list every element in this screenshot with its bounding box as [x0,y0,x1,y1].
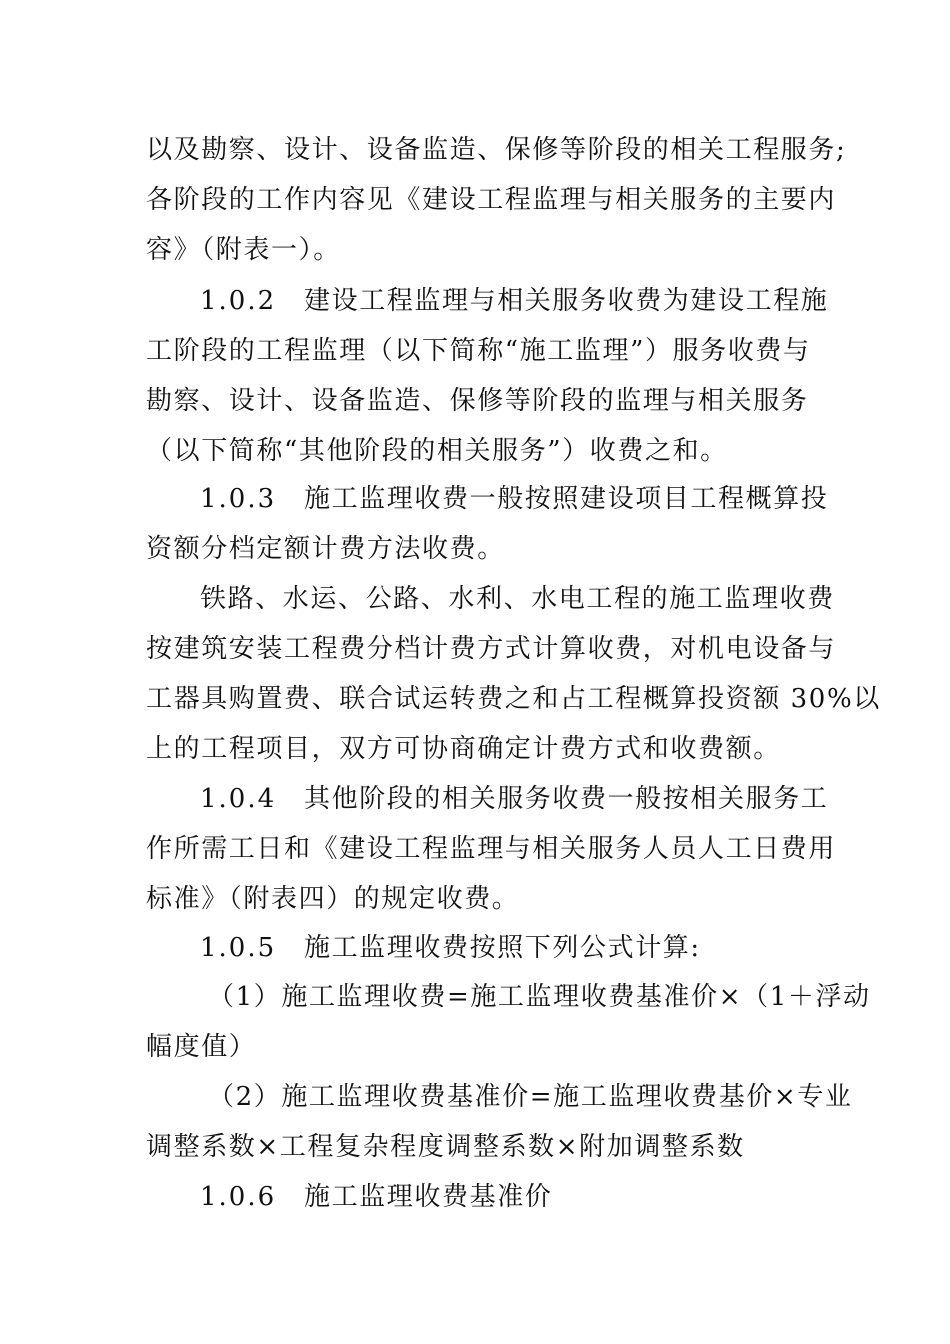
section-1-0-6-heading [200,1172,860,1222]
paragraph-text: 建设工程监理与相关服务收费为建设工程施 [304,286,829,316]
section-number: 1.0.2 [200,286,277,316]
paragraph-text: 其他阶段的相关服务收费一般按相关服务工 [304,784,829,814]
paragraph-line: 按建筑安装工程费分档计费方式计算收费，对机电设备与 [146,634,837,664]
section-1-0-3-first-line [200,474,860,524]
paragraph-line: 容》（附表一）。 [146,235,341,265]
section-1-0-4-first-line [200,774,860,824]
paragraph-line: 调整系数×工程复杂程度调整系数×附加调整系数 [146,1132,745,1162]
paragraph-line: 以及勘察、设计、设备监造、保修等阶段的相关工程服务; [146,135,847,165]
section-number: 1.0.5 [200,933,277,963]
section-1-0-5-first-line [200,923,860,973]
paragraph-line: 各阶段的工作内容见《建设工程监理与相关服务的主要内 [146,185,837,215]
paragraph-first-line: 铁路、水运、公路、水利、水电工程的施工监理收费 [200,584,835,614]
paragraph-line: 工器具购置费、联合试运转费之和占工程概算投资额 30%以 [146,684,881,714]
section-1-0-2-first-line [200,276,860,326]
paragraph-line: 资额分档定额计费方法收费。 [146,534,505,564]
paragraph-line: 工阶段的工程监理（以下简称“施工监理”）服务收费与 [146,336,811,366]
paragraph-line: 勘察、设计、设备监造、保修等阶段的监理与相关服务 [146,386,809,416]
paragraph-line: 标准》（附表四）的规定收费。 [146,884,520,914]
formula-2-line: （2）施工监理收费基准价=施工监理收费基价×专业 [208,1082,853,1112]
paragraph-line: （以下简称“其他阶段的相关服务”）收费之和。 [146,436,728,466]
paragraph-text: 施工监理收费按照下列公式计算: [304,933,701,963]
paragraph-text: 施工监理收费基准价 [304,1182,553,1212]
paragraph-line: 作所需工日和《建设工程监理与相关服务人员人工日费用 [146,834,837,864]
paragraph-line: 上的工程项目，双方可协商确定计费方式和收费额。 [146,734,781,764]
formula-1-line: （1）施工监理收费=施工监理收费基准价×（1＋浮动 [208,982,871,1012]
paragraph-line: 幅度值） [146,1032,257,1062]
paragraph-text: 施工监理收费一般按照建设项目工程概算投 [304,484,829,514]
section-number: 1.0.4 [200,784,277,814]
section-number: 1.0.3 [200,484,277,514]
section-number: 1.0.6 [200,1182,277,1212]
